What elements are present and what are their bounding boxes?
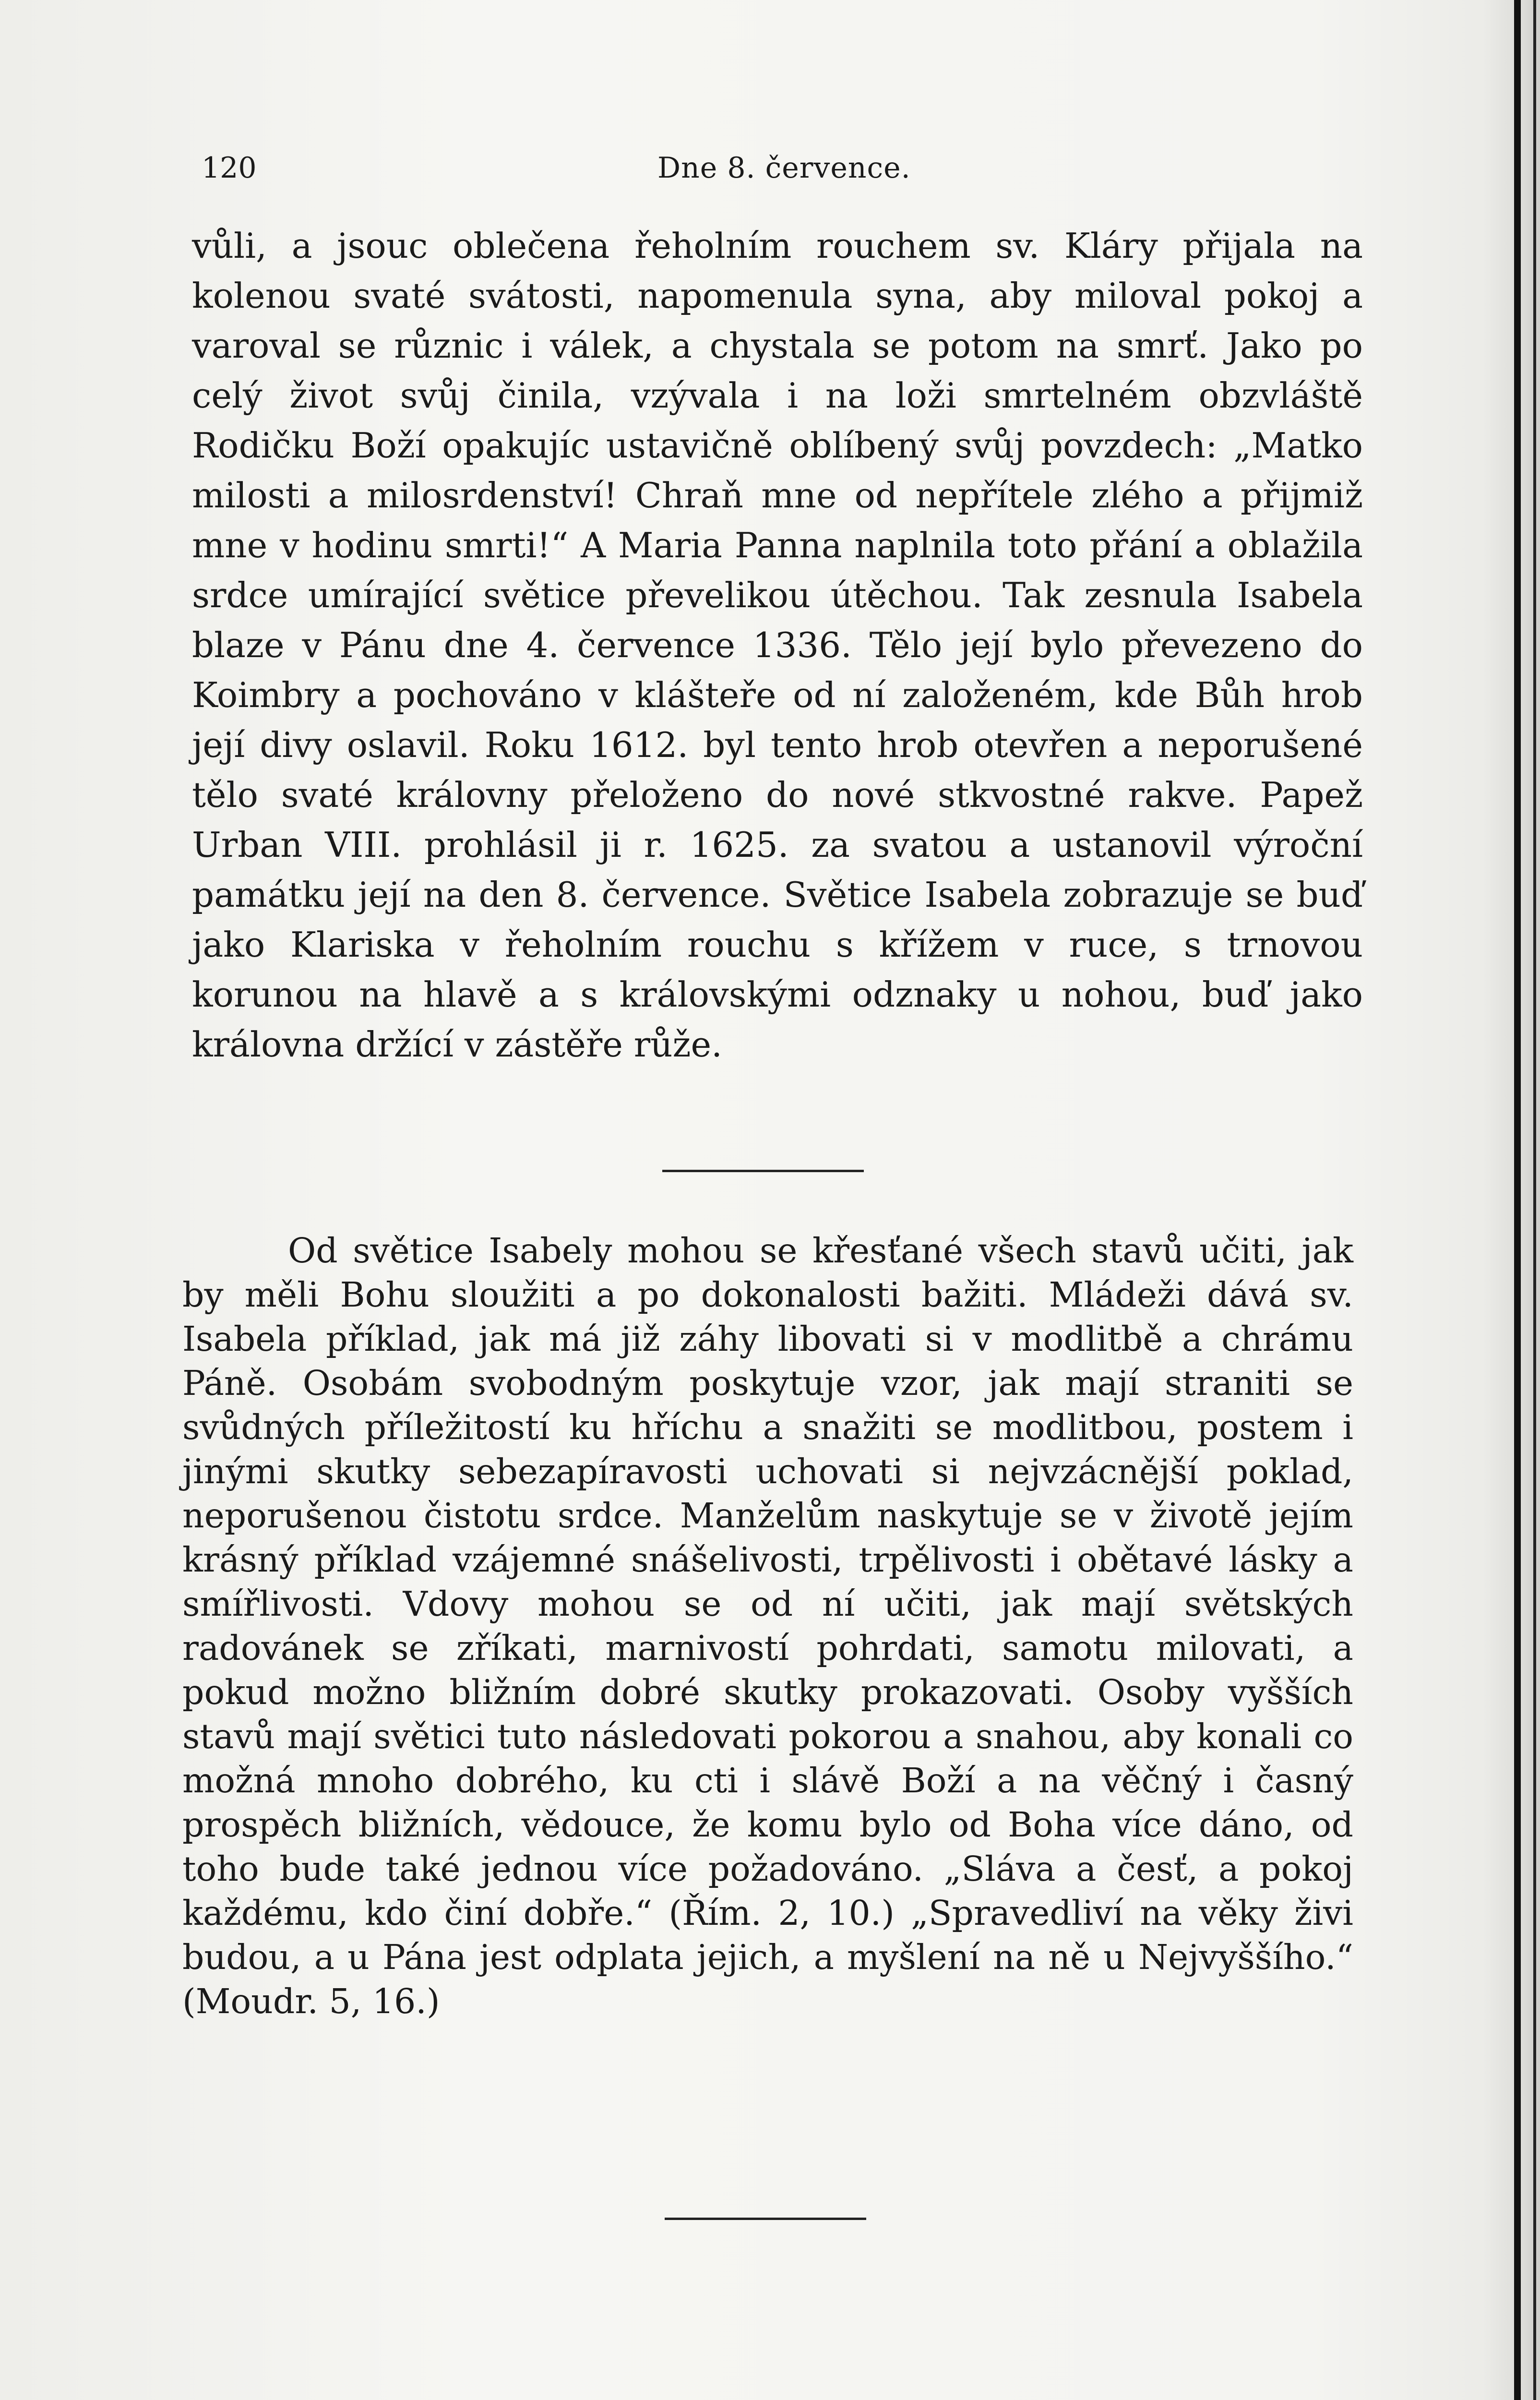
running-head: Dne 8. července. <box>657 151 911 185</box>
page-number: 120 <box>202 151 257 185</box>
paragraph-life-end: vůli, a jsouc oblečena řeholním rouchem sv. Kláry přijala na kolenou svaté svátosti, napomenula syna, aby miloval pokoj a varoval se různic i válek, a chystala se potom na smrť. Jako po celý život svůj činila, vzývala i na loži smrtelném obzvláště Rodičku Boží opakujíc ustavičně oblíbený svůj povzdech: „Matko milosti a milosrdenství! Chraň mne od nepřítele zlého a přijmiž mne v hodinu smrti!“ A Maria Panna naplnila toto přání a oblažila srdce umírající světice převelikou útěchou. Tak zesnula Isabela blaze v Pánu dne 4. července 1336. Tělo její bylo převezeno do Koimbry a pochováno v klášteře od ní založeném, kde Bůh hrob její divy oslavil. Roku 1612. byl tento hrob otevřen a neporušené tělo svaté královny přeloženo do nové stkvostné rakve. Papež Urban VIII. prohlásil ji r. 1625. za svatou a ustanovil výroční památku její na den 8. července. Světice Isabela zobrazuje se buď jako Klariska v řeholním rouchu s křížem v ruce, s trnovou korunou na hlavě a s královskými odznaky u nohou, buď jako královna držící v zástěře růže. <box>192 226 1363 1065</box>
book-spine-edge <box>1514 0 1521 2400</box>
text-block-1 <box>192 221 1363 1069</box>
section-divider <box>662 1170 864 1172</box>
paragraph-lesson: Od světice Isabely mohou se křesťané všech stavů učiti, jak by měli Bohu sloužiti a po dokonalosti bažiti. Mládeži dává sv. Isabela příklad, jak má již záhy libovati si v modlitbě a chrámu Páně. Osobám svobodným poskytuje vzor, jak mají straniti se svůdných příležitostí ku hříchu a snažiti se modlitbou, postem i jinými skutky sebezapíravosti uchovati si nejvzácnější poklad, neporušenou čistotu srdce. Manželům naskytuje se v životě jejím krásný příklad vzájemné snášelivosti, trpělivosti i obětavé lásky a smířlivosti. Vdovy mohou se od ní učiti, jak mají světských radovánek se zříkati, marnivostí pohrdati, samotu milovati, a pokud možno bližním dobré skutky prokazovati. Osoby vyšších stavů mají světici tuto následovati pokorou a snahou, aby konali co možná mnoho dobrého, ku cti i slávě Boží a na věčný i časný prospěch bližních, vědouce, že komu bylo od Boha více dáno, od toho bude také jednou více požadováno. „Sláva a česť, a pokoj každému, kdo činí dobře.“ (Řím. 2, 10.) „Spravedliví na věky živi budou, a u Pána jest odplata jejich, a myšlení na ně u Nejvyššího.“ (Moudr. 5, 16.) <box>182 1231 1353 2021</box>
page-edge-shadow <box>1482 0 1540 2400</box>
text-block-2 <box>182 1229 1353 2024</box>
page-header <box>202 142 1363 194</box>
end-divider <box>665 2218 866 2220</box>
book-outer-edge <box>1533 0 1536 2400</box>
